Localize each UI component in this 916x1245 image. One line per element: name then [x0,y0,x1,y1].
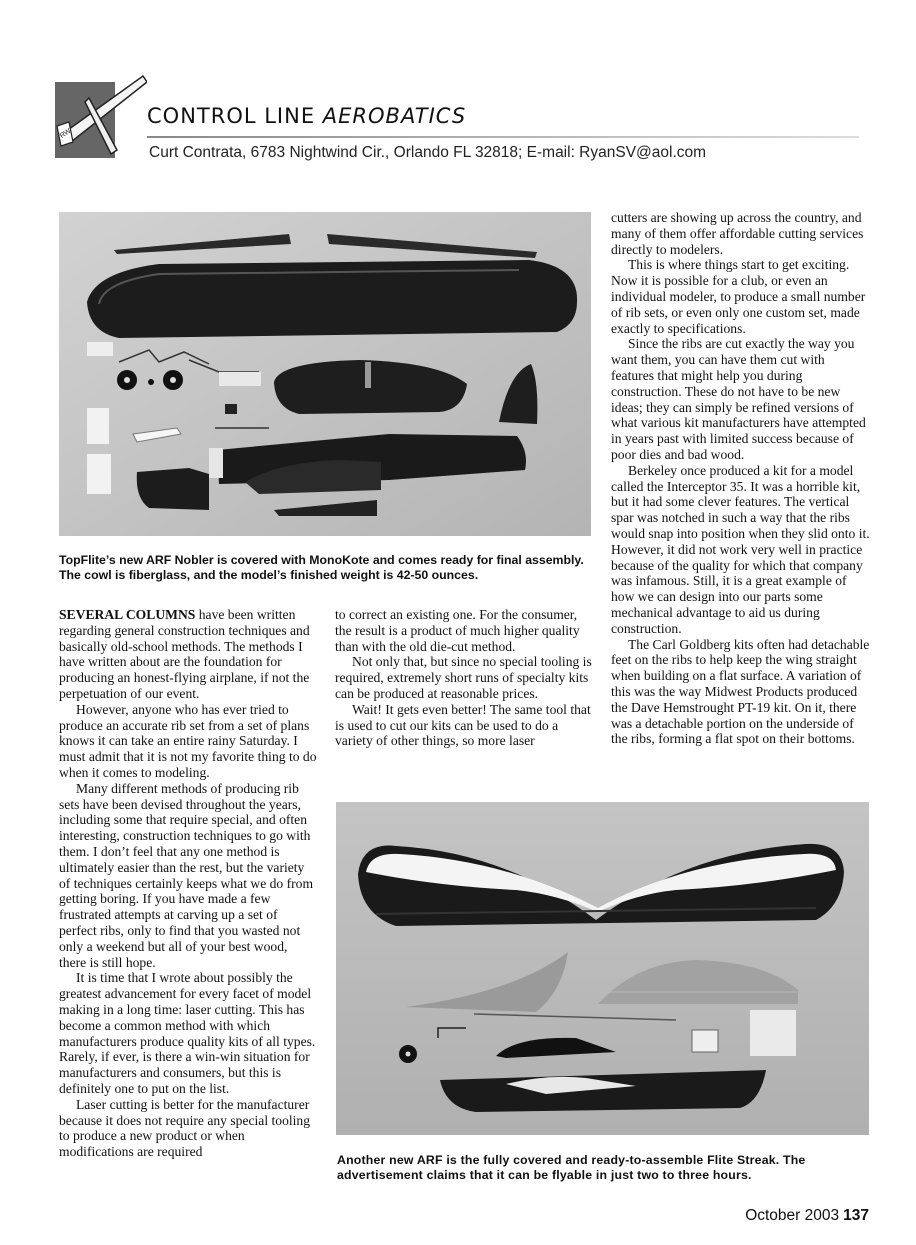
issue-date: October 2003 [745,1207,840,1224]
section-title-italic: AEROBATICS [322,104,467,128]
airplane-logo-icon [55,72,147,160]
paragraph-continued: cutters are showing up across the country, and many of them offer affordable cutting services directly to modelers. [611,210,864,257]
article-column-3 [611,210,871,747]
paragraph: The Carl Goldberg kits often had detachable feet on the ribs to help keep the wing straight when building on a flat surface. A variation of this was the way Midwest Products produced the Dave Hemstrought PT-19 kit. On it, there was a detachable portion on the underside of the ribs, forming a flat spot on their bottoms. [611,636,870,747]
paragraph: Not only that, but since no special tooling is required, extremely short runs of specialty kits can be produced at reasonable prices. [335,654,592,701]
paragraph-continued: to correct an existing one. For the consumer, the result is a product of much higher quality than with the old die-cut method. [335,607,580,654]
paragraph: Since the ribs are cut exactly the way you want them, you can have them cut with features that might help you during construction. These do not have to be new ideas; they can simply be refined versions of what various kit manufacturers have attempted in years past with limited success because of poor dies and bad wood. [611,336,866,462]
page-footer [745,1207,869,1225]
byline: Curt Contrata, 6783 Nightwind Cir., Orlando FL 32818; E-mail: RyanSV@aol.com [149,144,707,161]
page-number: 137 [843,1207,869,1224]
figure1-caption: TopFlite’s new ARF Nobler is covered with MonoKote and comes ready for final assembly. The cowl is fiberglass, and the model’s finished weight is 42-50 ounces. [59,553,584,582]
article-column-1 [59,607,317,1160]
lead-in: SEVERAL COLUMNS [59,607,196,622]
nobler-parts-photo [59,212,591,536]
flite-streak-parts-photo [336,802,869,1135]
title-rule [147,136,859,138]
paragraph: Many different methods of producing rib sets have been devised throughout the years, including some that require special, and often interesting, construction techniques to go with them. I don’t feel that any one method is ultimately easier than the rest, but the variety of techniques certainly keeps what we do from getting boring. If you have made a few frustrated attempts at carving up a set of perfect ribs, only to find that you wasted not only a weekend but all of your best wood, there is still hope. [59,780,314,970]
section-title-plain: CONTROL LINE [147,104,323,128]
article-column-2 [335,607,597,749]
section-title [147,104,466,128]
svg-text:RW: RW [58,127,73,140]
paragraph: However, anyone who has ever tried to produce an accurate rib set from a set of plans knows it can take an entire rainy Saturday. I must admit that it is not my favorite thing to do when it comes to modeling. [59,701,317,780]
paragraph: This is where things start to get exciting. Now it is possible for a club, or even an individual modeler, to produce a small number of rib sets, or even only one custom set, made exactly to specifications. [611,257,866,336]
figure2-caption: Another new ARF is the fully covered and ready-to-assemble Flite Streak. The advertisement claims that it can be flyable in just two to three hours. [337,1153,806,1182]
paragraph: Berkeley once produced a kit for a model called the Interceptor 35. It was a horrible kit, but it had some clever features. The vertical spar was notched in such a way that the ribs would snap into position when they slid onto it. However, it did not work very well in practice because of the quality for which that company was infamous. Still, it is a great example of how we can design into our parts some mechanical advantage to aid us during construction. [611,462,870,636]
paragraph-text: have been written regarding general construction techniques and basically old-school methods. The methods I have written about are the foundation for producing an honest-flying airplane, if not the perpetuation of our event. [59,607,310,701]
paragraph [59,607,317,702]
paragraph: Wait! It gets even better! The same tool that is used to cut our kits can be used to do a variety of other things, so more laser [335,701,591,749]
paragraph: Laser cutting is better for the manufacturer because it does not require any special tooling to produce a new product or when modifications are required [59,1096,311,1160]
paragraph: It is time that I wrote about possibly the greatest advancement for every facet of model making in a long time: laser cutting. This has become a common method with which manufacturers produce quality kits of all types. Rarely, if ever, is there a win-win situation for manufacturers and consumers, but this is definitely one to put on the list. [59,970,316,1096]
